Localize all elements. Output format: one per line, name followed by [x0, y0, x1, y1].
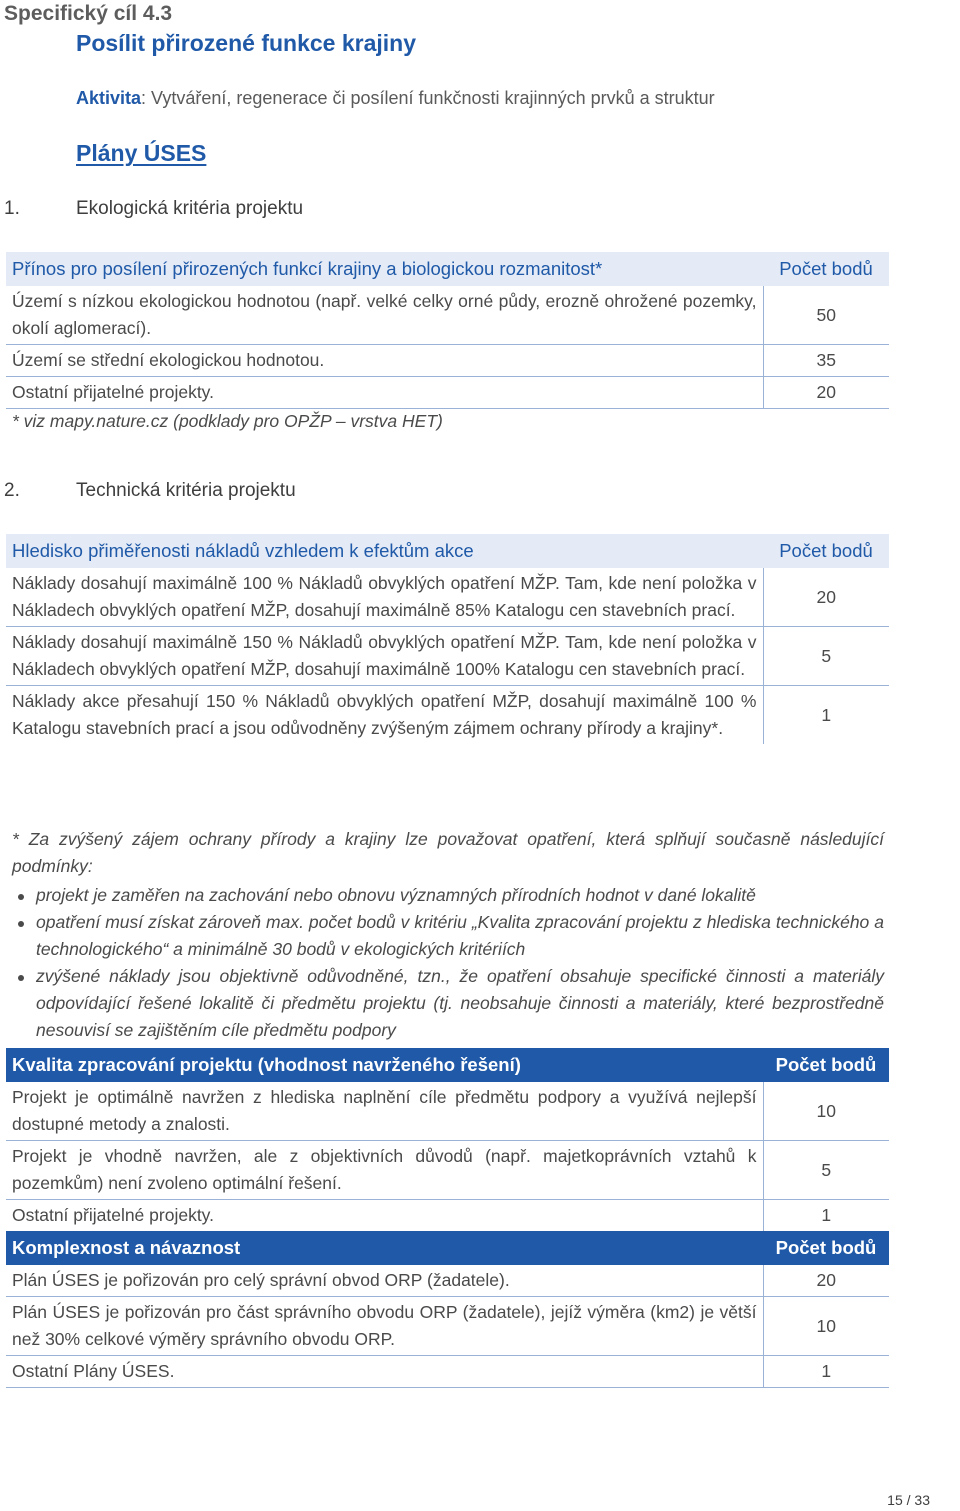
table-row: [6, 1200, 889, 1232]
footnote-intro: * Za zvýšený zájem ochrany přírody a krajiny lze považovat opatření, která splňují současně následující podmínky:: [12, 829, 884, 876]
criterion-points: 10: [763, 1297, 889, 1356]
section1-number: 1.: [4, 198, 20, 219]
criterion-points: 1: [821, 704, 832, 725]
table-header-row: [6, 534, 889, 568]
ecological-criteria-table: [6, 252, 889, 409]
criterion-text: Plán ÚSES je pořizován pro celý správní obvod ORP (žadatele).: [6, 1265, 763, 1297]
list-item: projekt je zaměřen na zachování nebo obnovu významných přírodních hodnot v dané lokalitě: [12, 882, 884, 909]
section1-footnote: * viz mapy.nature.cz (podklady pro OPŽP – vrstva HET): [12, 411, 443, 431]
goal-title: Posílit přirozené funkce krajiny: [76, 30, 416, 56]
points-header: Počet bodů: [763, 1231, 889, 1265]
criterion-points: 5: [763, 1141, 889, 1200]
criterion-points: 5: [763, 627, 889, 686]
section2-title: Technická kritéria projektu: [76, 480, 296, 501]
table-row: [6, 568, 889, 627]
criterion-text: Náklady akce přesahují 150 % Nákladů obvyklých opatření MŽP, dosahují maximálně 100 % Katalogu stavebních prací a jsou odůvodněny zvýšeným zájmem ochrany přírody a krajiny*.: [6, 686, 763, 745]
criterion-text: Ostatní Plány ÚSES.: [6, 1356, 763, 1388]
criterion-points: 20: [763, 568, 889, 627]
criterion-text: Náklady dosahují maximálně 150 % Nákladů obvyklých opatření MŽP. Tam, kde není položka v Nákladech obvyklých opatření MŽP, dosahují maximálně 100% Katalogu cen stavebních prací.: [6, 627, 763, 686]
activity-line: [76, 88, 715, 109]
table-row: [6, 345, 889, 377]
plan-title: Plány ÚSES: [76, 140, 207, 166]
table-row: [6, 1356, 889, 1388]
cost-criteria-table: [6, 534, 889, 744]
criterion-text: Plán ÚSES je pořizován pro část správního obvodu ORP (žadatele), jejíž výměra (km2) je větší než 30% celkové výměry správního obvodu ORP.: [6, 1297, 763, 1356]
criterion-text: Území se střední ekologickou hodnotou.: [6, 345, 763, 377]
list-item: zvýšené náklady jsou objektivně odůvodněné, tzn., že opatření obsahuje specifické činnosti a materiály odpovídající řešené lokalitě či předmětu projektu (tj. neobsahuje činnosti a materiály, které bezprostředně nesouvisí se zajištěním cíle předmětu podpory: [12, 963, 884, 1044]
points-header: Počet bodů: [763, 1048, 889, 1082]
criterion-points: 20: [763, 377, 889, 409]
activity-label: Aktivita: [76, 88, 142, 108]
table-row: [6, 377, 889, 409]
table-header: Kvalita zpracování projektu (vhodnost navrženého řešení): [6, 1048, 763, 1082]
section2-number: 2.: [4, 480, 20, 501]
table-header: Komplexnost a návaznost: [6, 1231, 763, 1265]
criterion-text: Území s nízkou ekologickou hodnotou (např. velké celky orné půdy, erozně ohrožené pozemky, okolí aglomerací).: [6, 286, 763, 345]
criterion-text: Projekt je optimálně navržen z hlediska naplnění cíle předmětu podpory a využívá nejlepší dostupné metody a znalosti.: [6, 1082, 763, 1141]
criterion-text: Ostatní přijatelné projekty.: [6, 1200, 763, 1232]
criterion-text: Ostatní přijatelné projekty.: [6, 377, 763, 409]
criterion-text: Projekt je vhodně navržen, ale z objektivních důvodů (např. majetkoprávních vztahů k pozemkům) není zvoleno optimální řešení.: [6, 1141, 763, 1200]
page-number: 15 / 33: [887, 1492, 930, 1508]
table-row: [6, 1297, 889, 1356]
criterion-points: 50: [763, 286, 889, 345]
section1-title: Ekologická kritéria projektu: [76, 198, 304, 219]
table-row: [6, 1265, 889, 1297]
criterion-points: 10: [763, 1082, 889, 1141]
table-header-row: [6, 252, 889, 286]
table-header-row: [6, 1048, 889, 1082]
quality-criteria-table: [6, 1048, 889, 1232]
table-row: [6, 1141, 889, 1200]
criterion-points: 1: [763, 1200, 889, 1232]
list-item: opatření musí získat zároveň max. počet bodů v kritériu „Kvalita zpracování projektu z hlediska technického a technologického“ a minimálně 30 bodů v ekologických kritériích: [12, 909, 884, 963]
goal-code: Specifický cíl 4.3: [4, 2, 173, 25]
complexity-criteria-table: [6, 1231, 889, 1388]
table-row: [6, 286, 889, 345]
criterion-text: Náklady dosahují maximálně 100 % Nákladů obvyklých opatření MŽP. Tam, kde není položka v Nákladech obvyklých opatření MŽP, dosahují maximálně 85% Katalogu cen stavebních prací.: [6, 568, 763, 627]
points-header: Počet bodů: [763, 534, 889, 568]
criterion-points: 20: [763, 1265, 889, 1297]
criterion-points: 35: [763, 345, 889, 377]
criterion-points: 1: [763, 1356, 889, 1388]
table-header: Přínos pro posílení přirozených funkcí krajiny a biologickou rozmanitost*: [6, 252, 763, 286]
conditions-list: [12, 882, 884, 1044]
activity-text: : Vytváření, regenerace či posílení funkčnosti krajinných prvků a struktur: [141, 88, 715, 108]
table-row: [6, 1082, 889, 1141]
table-row: [6, 627, 889, 686]
table-row: [6, 686, 889, 745]
table-header-row: [6, 1231, 889, 1265]
table-header: Hledisko přiměřenosti nákladů vzhledem k efektům akce: [6, 534, 763, 568]
section2-footnote: [12, 826, 884, 1044]
points-header: Počet bodů: [763, 252, 889, 286]
